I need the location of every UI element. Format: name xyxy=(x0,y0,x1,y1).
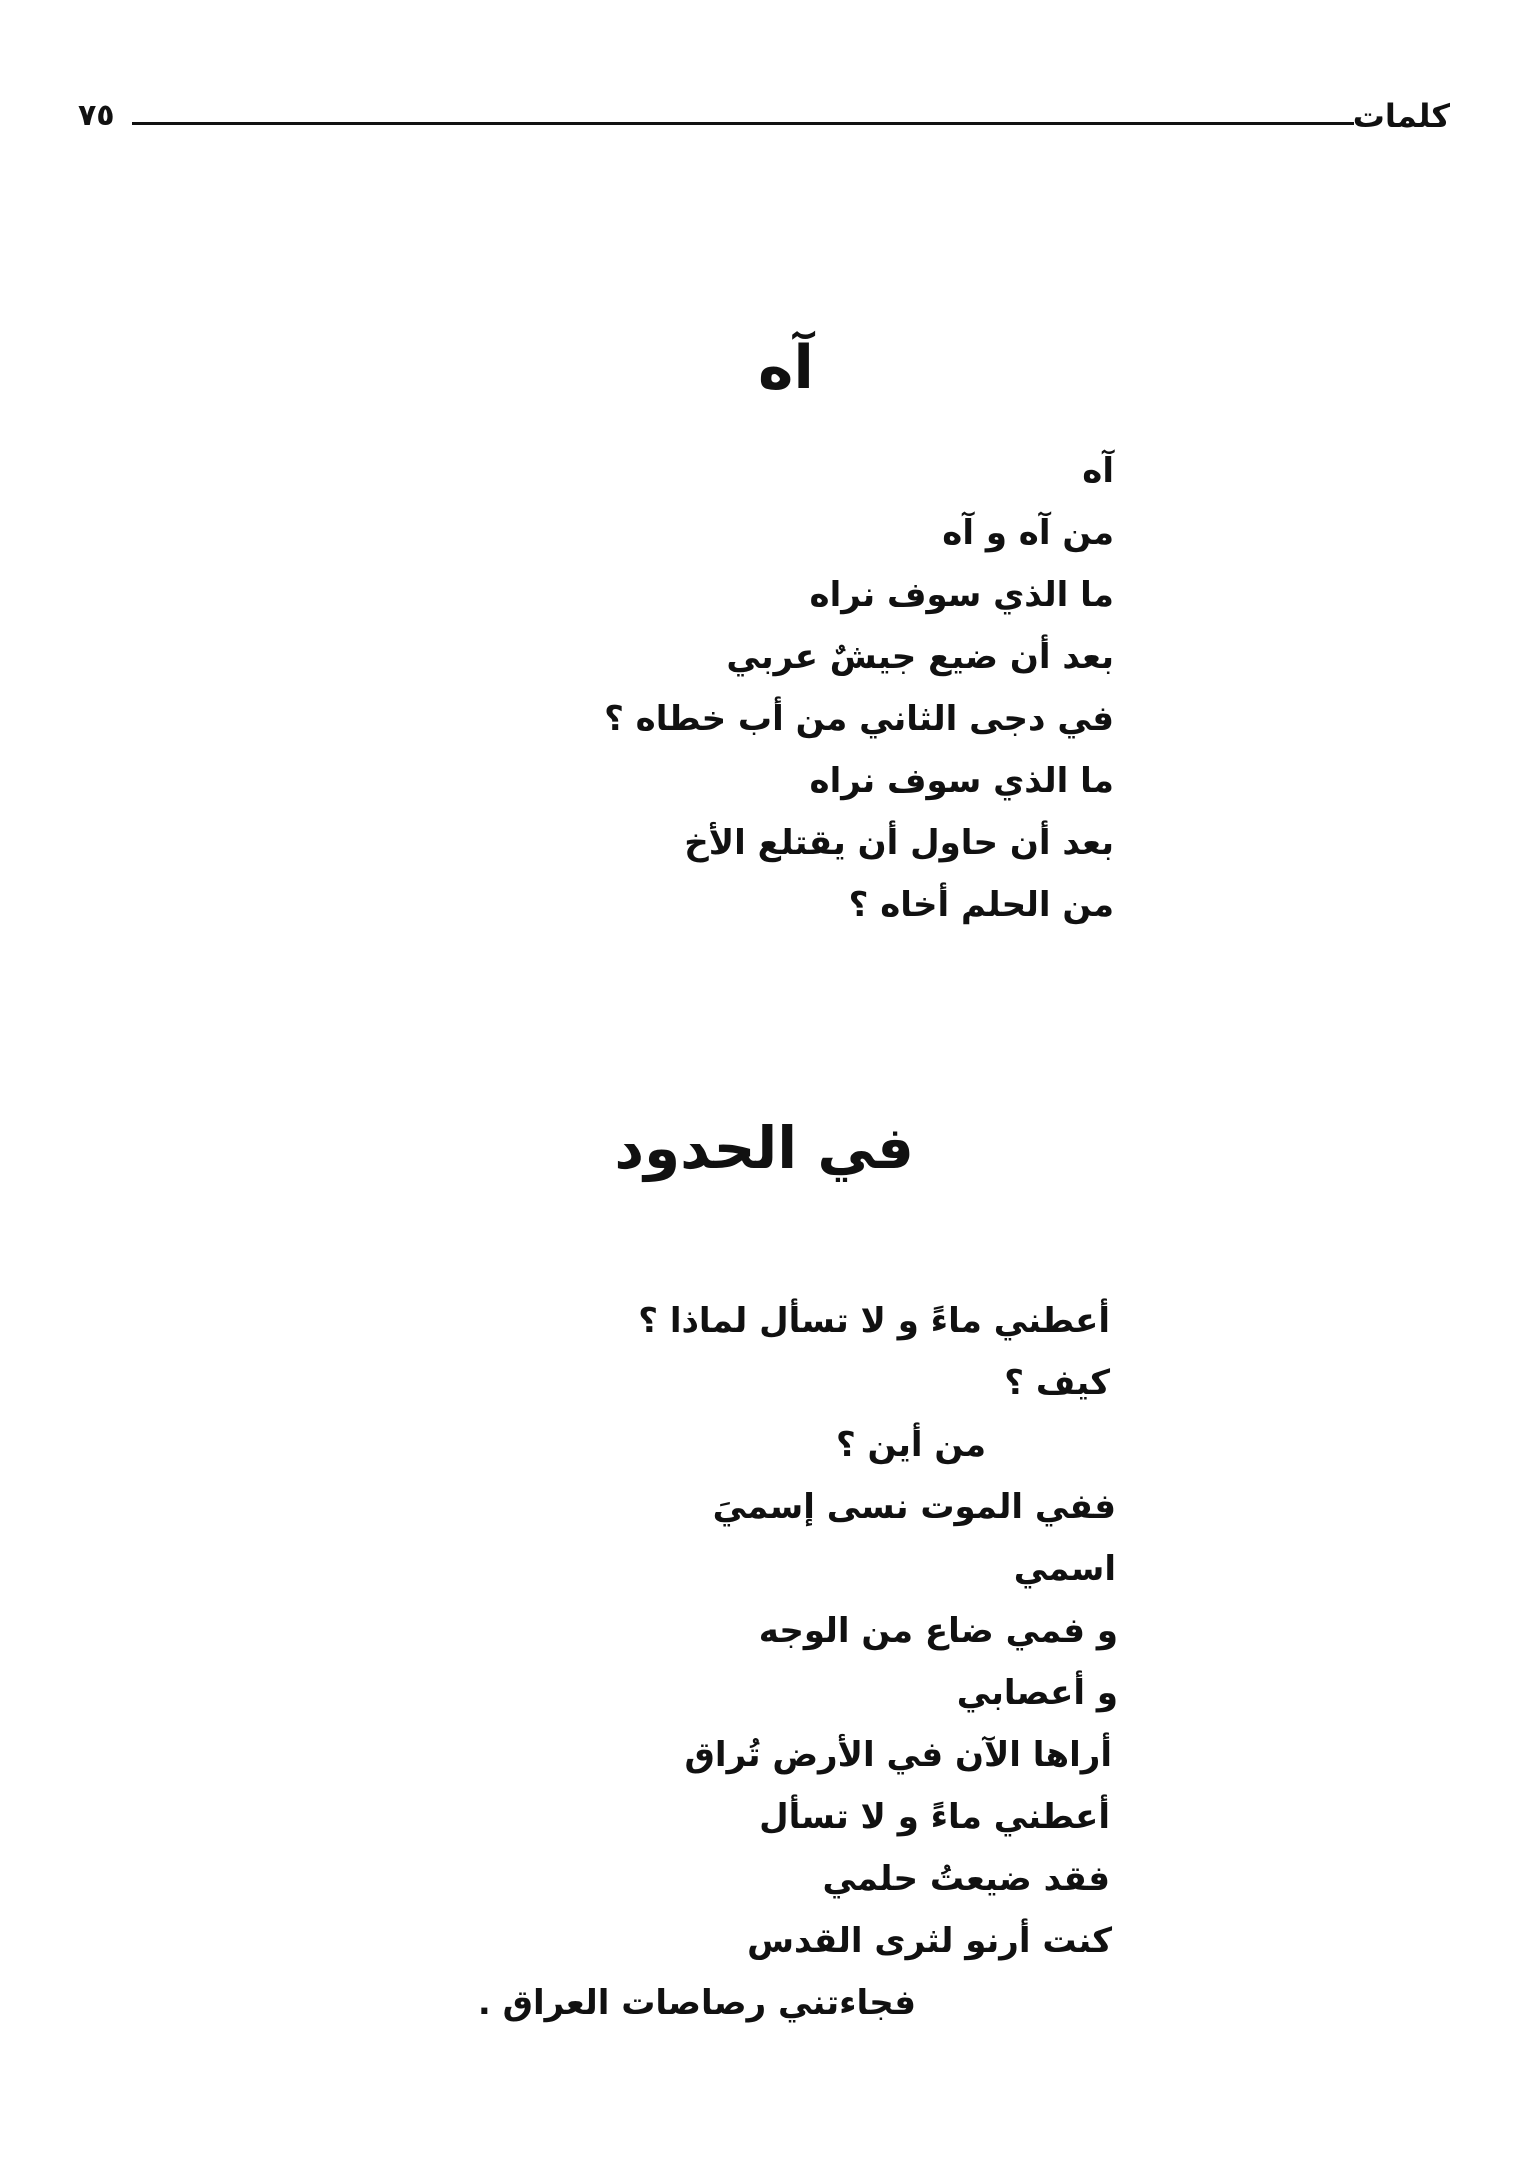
poem-line: من آه و آه xyxy=(942,513,1114,553)
poem-stanza xyxy=(594,440,1114,940)
poem-line: كنت أرنو لثرى القدس xyxy=(747,1921,1112,1961)
poem-line: فقد ضيعتُ حلمي xyxy=(822,1859,1110,1899)
header-rule xyxy=(132,122,1354,125)
poem-line: فجاءتني رصاصات العراق . xyxy=(477,1983,916,2023)
poem-line: من الحلم أخاه ؟ xyxy=(848,885,1114,925)
running-header xyxy=(70,96,1450,136)
poem-line: اسمي xyxy=(1013,1549,1116,1589)
poem-line: في دجى الثاني من أب خطاه ؟ xyxy=(604,699,1114,739)
poem-title: آه xyxy=(758,333,814,404)
book-title: كلمات xyxy=(1352,97,1450,135)
poem-line: أعطني ماءً و لا تسأل xyxy=(759,1797,1110,1837)
poem-line: ففي الموت نسى إسميَ xyxy=(712,1487,1116,1527)
poem-line: ما الذي سوف نراه xyxy=(809,575,1114,615)
poem-line: ما الذي سوف نراه xyxy=(809,761,1114,801)
poem-line: آه xyxy=(1082,451,1114,491)
page-number: ٧٥ xyxy=(78,98,115,133)
poem-title: في الحدود xyxy=(614,1113,914,1182)
poem-line: أعطني ماءً و لا تسأل لماذا ؟ xyxy=(638,1301,1110,1341)
poem-stanza xyxy=(410,1290,1118,2050)
poem-line: أراها الآن في الأرض تُراق xyxy=(684,1735,1112,1775)
poem-line: و أعصابي xyxy=(956,1673,1118,1713)
poem-line: كيف ؟ xyxy=(1004,1363,1110,1403)
poem-line: من أين ؟ xyxy=(835,1425,986,1465)
poem-line: بعد أن ضيع جيشٌ عربي xyxy=(726,637,1114,677)
poem-line: و فمي ضاع من الوجه xyxy=(758,1611,1118,1651)
poem-line: بعد أن حاول أن يقتلع الأخ xyxy=(684,823,1114,863)
